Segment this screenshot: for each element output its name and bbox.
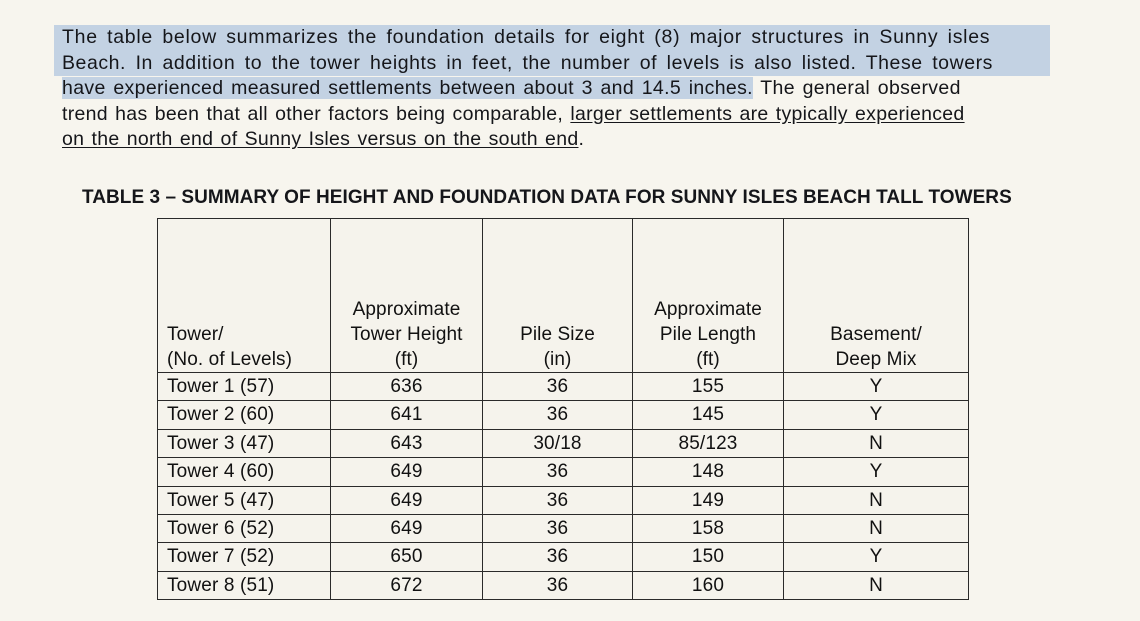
paragraph-line-2-text: Beach. In addition to the tower heights in feet, the number of levels is also listed. These towers	[62, 51, 993, 74]
table-body	[158, 373, 969, 600]
cell-tower: Tower 7 (52)	[158, 543, 331, 571]
cell-basement: Y	[784, 401, 969, 429]
cell-tower: Tower 8 (51)	[158, 571, 331, 599]
cell-pile-length: 155	[633, 373, 784, 401]
cell-tower: Tower 5 (47)	[158, 486, 331, 514]
summary-table	[157, 218, 969, 600]
cell-tower-height: 672	[331, 571, 483, 599]
cell-tower: Tower 3 (47)	[158, 429, 331, 457]
column-header-pile-length	[633, 219, 784, 373]
table-header-row	[158, 219, 969, 373]
table-row	[158, 458, 969, 486]
cell-pile-length: 160	[633, 571, 784, 599]
column-header-pile-length-line3: (ft)	[696, 349, 720, 370]
paragraph-line-3	[54, 76, 1056, 102]
table-row	[158, 543, 969, 571]
cell-pile-length: 85/123	[633, 429, 784, 457]
cell-basement: Y	[784, 458, 969, 486]
cell-basement: N	[784, 429, 969, 457]
cell-pile-length: 149	[633, 486, 784, 514]
paragraph-line-4-underlined-text: larger settlements are typically experienced	[570, 102, 965, 125]
column-header-tower-height-line1: Approximate	[352, 299, 461, 320]
column-header-pile-size-line3: (in)	[543, 349, 572, 370]
table-row	[158, 515, 969, 543]
cell-tower-height: 649	[331, 486, 483, 514]
paragraph-line-1-text: The table below summarizes the foundation details for eight (8) major structures in Sunny isles	[62, 26, 991, 48]
column-header-pile-size-line2: Pile Size	[520, 324, 595, 345]
cell-tower-height: 636	[331, 373, 483, 401]
column-header-basement-line2: Basement/	[830, 324, 922, 345]
paragraph-line-5	[54, 127, 1056, 153]
paragraph-line-5-underlined-text: on the north end of Sunny Isles versus on the south end	[62, 128, 579, 151]
cell-pile-size: 36	[483, 401, 633, 429]
cell-tower-height: 649	[331, 515, 483, 543]
cell-basement: N	[784, 571, 969, 599]
table-row	[158, 486, 969, 514]
column-header-tower-height-line3: (ft)	[394, 349, 419, 370]
column-header-tower-line2: Tower/	[167, 324, 224, 345]
cell-pile-length: 148	[633, 458, 784, 486]
cell-basement: N	[784, 515, 969, 543]
cell-pile-length: 145	[633, 401, 784, 429]
cell-tower-height: 641	[331, 401, 483, 429]
cell-pile-size: 36	[483, 458, 633, 486]
cell-pile-size: 36	[483, 486, 633, 514]
column-header-pile-length-line1: Approximate	[654, 299, 762, 320]
cell-pile-length: 158	[633, 515, 784, 543]
table-caption: TABLE 3 – SUMMARY OF HEIGHT AND FOUNDATION DATA FOR SUNNY ISLES BEACH TALL TOWERS	[82, 187, 1012, 208]
column-header-tower-height	[331, 219, 483, 373]
cell-basement: N	[784, 486, 969, 514]
cell-pile-size: 36	[483, 571, 633, 599]
paragraph-line-1	[54, 25, 1050, 51]
column-header-tower-height-line2: Tower Height	[350, 324, 463, 345]
paragraph-line-3-plain-text: The general observed	[752, 77, 961, 100]
cell-pile-size: 36	[483, 515, 633, 543]
cell-tower-height: 650	[331, 543, 483, 571]
cell-pile-size: 36	[483, 373, 633, 401]
cell-tower: Tower 2 (60)	[158, 401, 331, 429]
summary-table-container	[157, 218, 968, 600]
paragraph-line-4	[54, 102, 1056, 128]
cell-tower: Tower 1 (57)	[158, 373, 331, 401]
cell-pile-size: 36	[483, 543, 633, 571]
cell-basement: Y	[784, 373, 969, 401]
column-header-basement	[784, 219, 969, 373]
cell-pile-size: 30/18	[483, 429, 633, 457]
table-row	[158, 401, 969, 429]
table-row	[158, 571, 969, 599]
cell-basement: Y	[784, 543, 969, 571]
intro-paragraph	[62, 25, 1056, 153]
cell-tower-height: 649	[331, 458, 483, 486]
paragraph-line-4-plain-text: trend has been that all other factors being comparable,	[62, 102, 571, 125]
cell-pile-length: 150	[633, 543, 784, 571]
column-header-basement-line3: Deep Mix	[835, 349, 917, 370]
column-header-tower-line3: (No. of Levels)	[167, 349, 293, 370]
table-row	[158, 373, 969, 401]
cell-tower-height: 643	[331, 429, 483, 457]
paragraph-line-5-plain-text: .	[578, 128, 585, 151]
column-header-pile-length-line2: Pile Length	[659, 324, 757, 345]
table-row	[158, 429, 969, 457]
cell-tower: Tower 4 (60)	[158, 458, 331, 486]
column-header-tower	[158, 219, 331, 373]
paragraph-line-3-highlighted-text: have experienced measured settlements between about 3 and 14.5 inches.	[62, 77, 753, 100]
column-header-pile-size	[483, 219, 633, 373]
table-header	[158, 219, 969, 373]
paragraph-line-2	[54, 51, 1050, 77]
cell-tower: Tower 6 (52)	[158, 515, 331, 543]
